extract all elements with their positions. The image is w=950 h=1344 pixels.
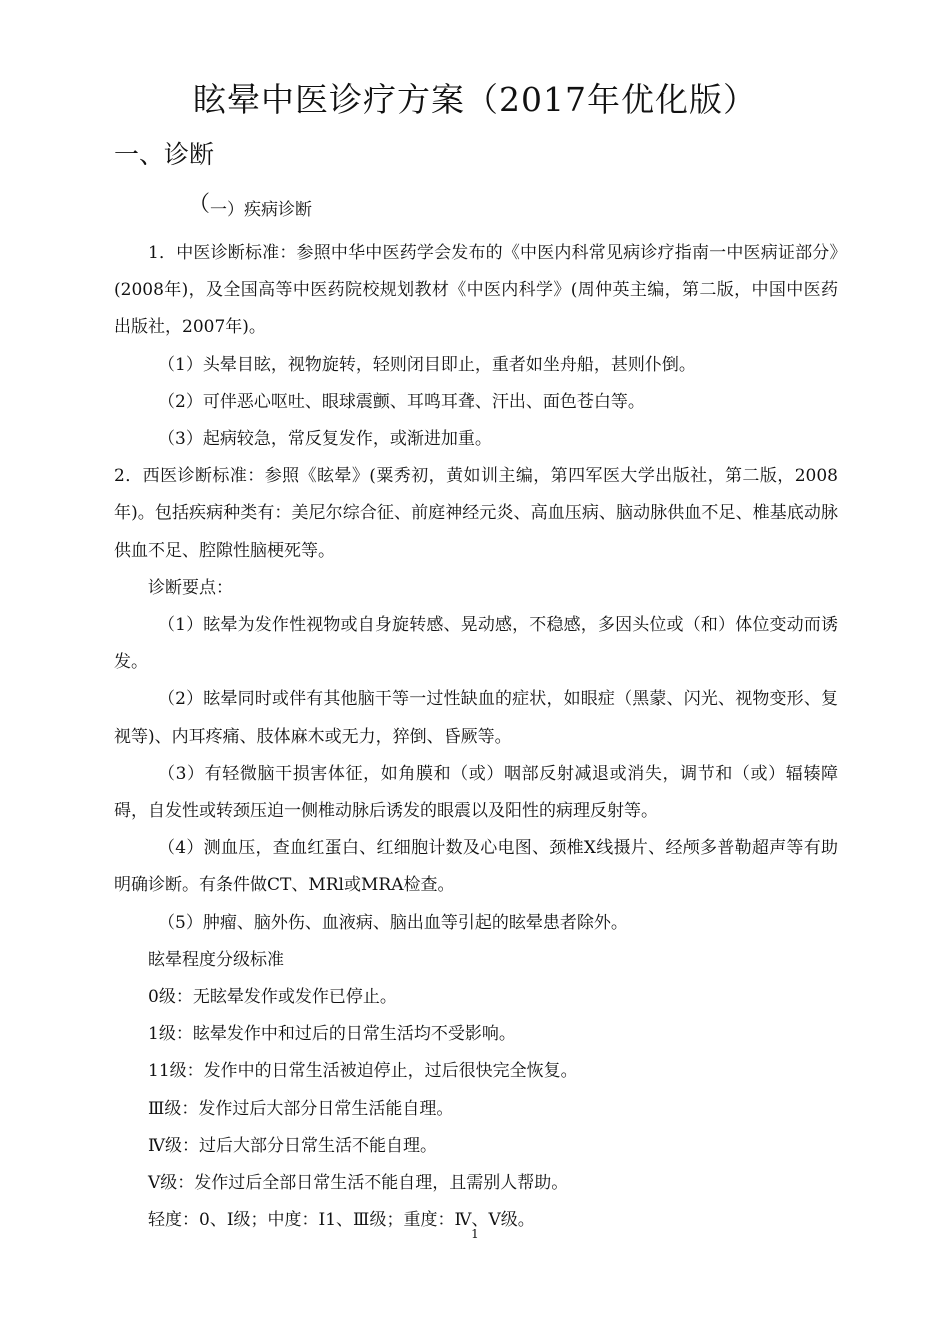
paragraph-diagnosis-point-4: （4）测血压，查血红蛋白、红细胞计数及心电图、颈椎X线摄片、经颅多普勒超声等有助明确诊断。有条件做CT、MRl或MRA检查。 <box>114 838 838 896</box>
paragraph-grade-5: V级：发作过后全部日常生活不能自理，且需别人帮助。 <box>148 1173 569 1194</box>
subsection-heading-text: 一）疾病诊断 <box>210 200 313 220</box>
paragraph-tcm-criteria: 1．中医诊断标准：参照中华中医药学会发布的《中医内科常见病诊疗指南一中医病证部分》(2008年)，及全国高等中医药院校规划教材《中医内科学》(周仲英主编，第二版，中国中医药出版社，2007年)。 <box>114 243 838 338</box>
paragraph-grade-0: 0级：无眩晕发作或发作已停止。 <box>148 987 397 1008</box>
paragraph-diagnosis-points-heading: 诊断要点： <box>148 577 233 598</box>
paragraph-western-criteria: 2．西医诊断标准：参照《眩晕》(粟秀初，黄如训主编，第四军医大学出版社，第二版，2008年)。包括疾病种类有：美尼尔综合征、前庭神经元炎、高血压病、脑动脉供血不足、椎基底动脉供血不足、腔隙性脑梗死等。 <box>114 466 838 561</box>
paragraph-grade-1: 1级：眩晕发作中和过后的日常生活均不受影响。 <box>148 1024 516 1045</box>
subsection-open-paren: （ <box>188 192 211 217</box>
page-title: 眩晕中医诊疗方案（2017年优化版） <box>193 80 757 119</box>
paragraph-grading-heading: 眩晕程度分级标准 <box>148 949 284 970</box>
paragraph-diagnosis-point-3: （3）有轻微脑干损害体征，如角膜和（或）咽部反射减退或消失，调节和（或）辐辏障碍，自发性或转颈压迫一侧椎动脉后诱发的眼震以及阳性的病理反射等。 <box>114 763 838 822</box>
page-number: 1 <box>471 1227 479 1241</box>
paragraph-diagnosis-point-2: （2）眩晕同时或伴有其他脑干等一过性缺血的症状，如眼症（黑蒙、闪光、视物变形、复视等)、内耳疼痛、肢体麻木或无力，猝倒、昏厥等。 <box>114 689 838 747</box>
paragraph-grade-3: Ⅲ级：发作过后大部分日常生活能自理。 <box>148 1098 454 1119</box>
paragraph-grade-4: Ⅳ级：过后大部分日常生活不能自理。 <box>148 1135 437 1156</box>
section-heading-diagnosis: 一、诊断 <box>114 140 215 169</box>
paragraph-diagnosis-point-1: （1）眩晕为发作性视物或自身旋转感、晃动感，不稳感，多因头位或（和）体位变动而诱发。 <box>114 615 838 673</box>
paragraph-tcm-point-2: （2）可伴恶心呕吐、眼球震颤、耳鸣耳聋、汗出、面色苍白等。 <box>158 391 645 412</box>
paragraph-tcm-point-1: （1）头晕目眩，视物旋转，轻则闭目即止，重者如坐舟船，甚则仆倒。 <box>158 354 696 375</box>
paragraph-diagnosis-point-5: （5）肿瘤、脑外伤、血液病、脑出血等引起的眩晕患者除外。 <box>158 912 628 933</box>
paragraph-tcm-point-3: （3）起病较急，常反复发作，或渐进加重。 <box>158 429 492 450</box>
subsection-heading-disease-diagnosis <box>188 192 313 223</box>
paragraph-severity-summary: 轻度：0、I级；中度：I1、Ⅲ级；重度：Ⅳ、V级。 <box>148 1210 535 1231</box>
paragraph-grade-2: 11级：发作中的日常生活被迫停止，过后很快完全恢复。 <box>148 1061 578 1082</box>
document-body <box>114 235 838 1239</box>
